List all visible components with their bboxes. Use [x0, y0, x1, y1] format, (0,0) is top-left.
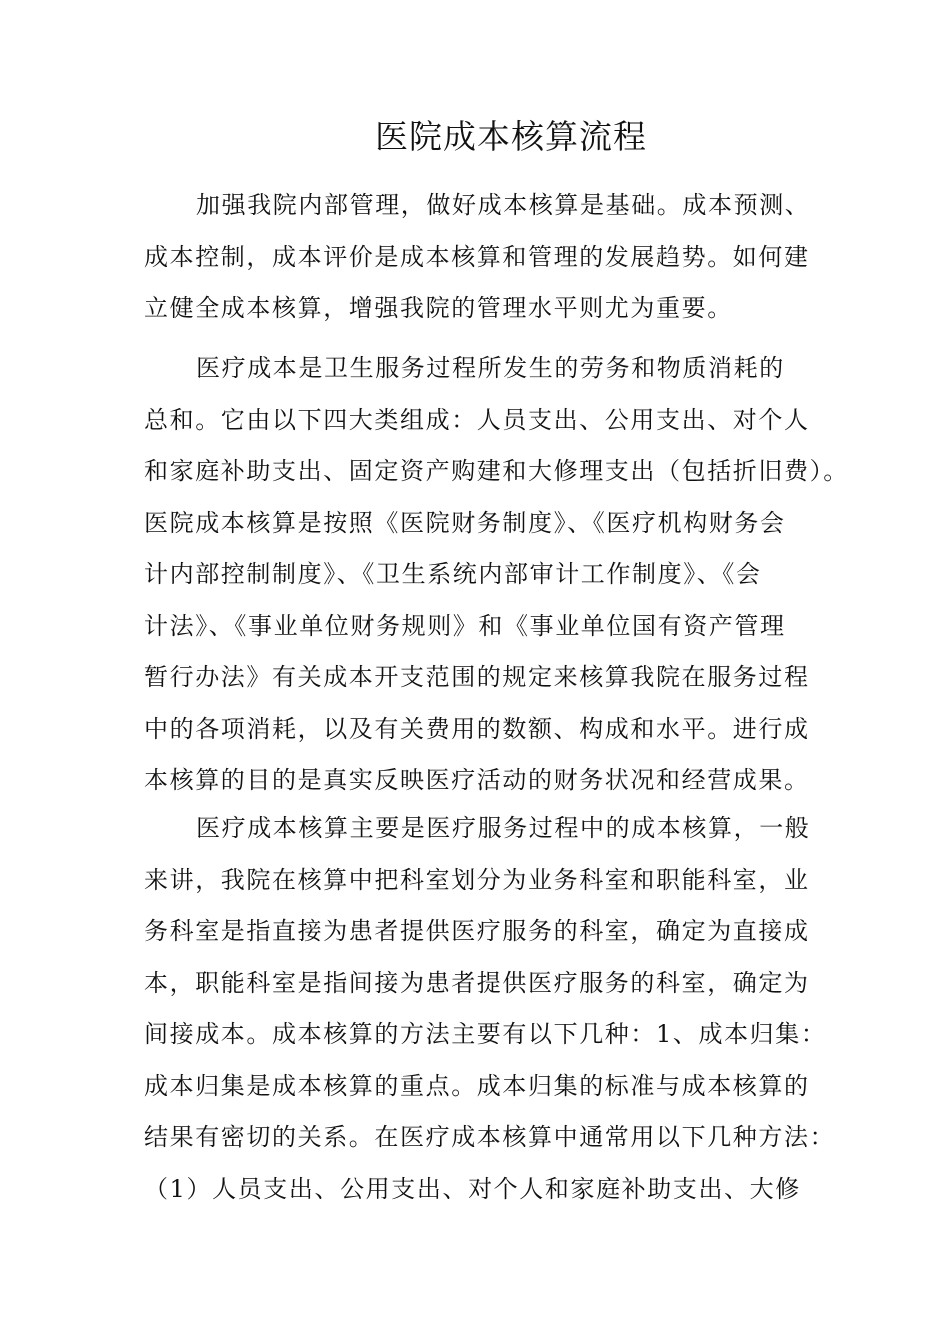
paragraph-3: [144, 803, 834, 1215]
text-line: 医院成本核算是按照《医院财务制度》、《医疗机构财务会: [144, 508, 786, 537]
text-line: 医疗成本核算主要是医疗服务过程中的成本核算，一般: [196, 814, 811, 842]
text-line: 成本控制，成本评价是成本核算和管理的发展趋势。如何建: [144, 242, 810, 271]
text-line: 中的各项消耗，以及有关费用的数额、构成和水平。进行成: [144, 714, 810, 743]
text-line: 计内部控制制度》、《卫生系统内部审计工作制度》、《会: [144, 560, 762, 588]
text-line: 总和。它由以下四大类组成：人员支出、公用支出、对个人: [144, 405, 810, 434]
text-line: 暂行办法》有关成本开支范围的规定来核算我院在服务过程: [144, 663, 810, 691]
text-line: 和家庭补助支出、固定资产购建和大修理支出（包括折旧费）。: [144, 457, 849, 485]
text-line: 结果有密切的关系。在医疗成本核算中通常用以下几种方法：: [144, 1123, 836, 1151]
text-line: 成本归集是成本核算的重点。成本归集的标准与成本核算的: [144, 1071, 810, 1100]
text-line: 计法》、《事业单位财务规则》和《事业单位国有资产管理: [144, 611, 786, 640]
paragraph-1: [144, 180, 834, 335]
text-line: 来讲，我院在核算中把科室划分为业务科室和职能科室，业: [144, 865, 810, 894]
text-line: 间接成本。成本核算的方法主要有以下几种：1、成本归集：: [144, 1020, 827, 1048]
text-line: 务科室是指直接为患者提供医疗服务的科室，确定为直接成: [144, 917, 810, 945]
text-line: 加强我院内部管理，做好成本核算是基础。成本预测、: [196, 191, 811, 219]
text-line: 本核算的目的是真实反映医疗活动的财务状况和经营成果。: [144, 766, 810, 794]
paragraph-2: [144, 343, 849, 807]
text-line: 本，职能科室是指间接为患者提供医疗服务的科室，确定为: [144, 968, 810, 997]
text-line: 立健全成本核算，增强我院的管理水平则尤为重要。: [144, 294, 733, 322]
text-line: （1）人员支出、公用支出、对个人和家庭补助支出、大修: [144, 1174, 801, 1203]
text-line: 医疗成本是卫生服务过程所发生的劳务和物质消耗的: [196, 354, 785, 382]
document-title: 医院成本核算流程: [375, 117, 647, 156]
